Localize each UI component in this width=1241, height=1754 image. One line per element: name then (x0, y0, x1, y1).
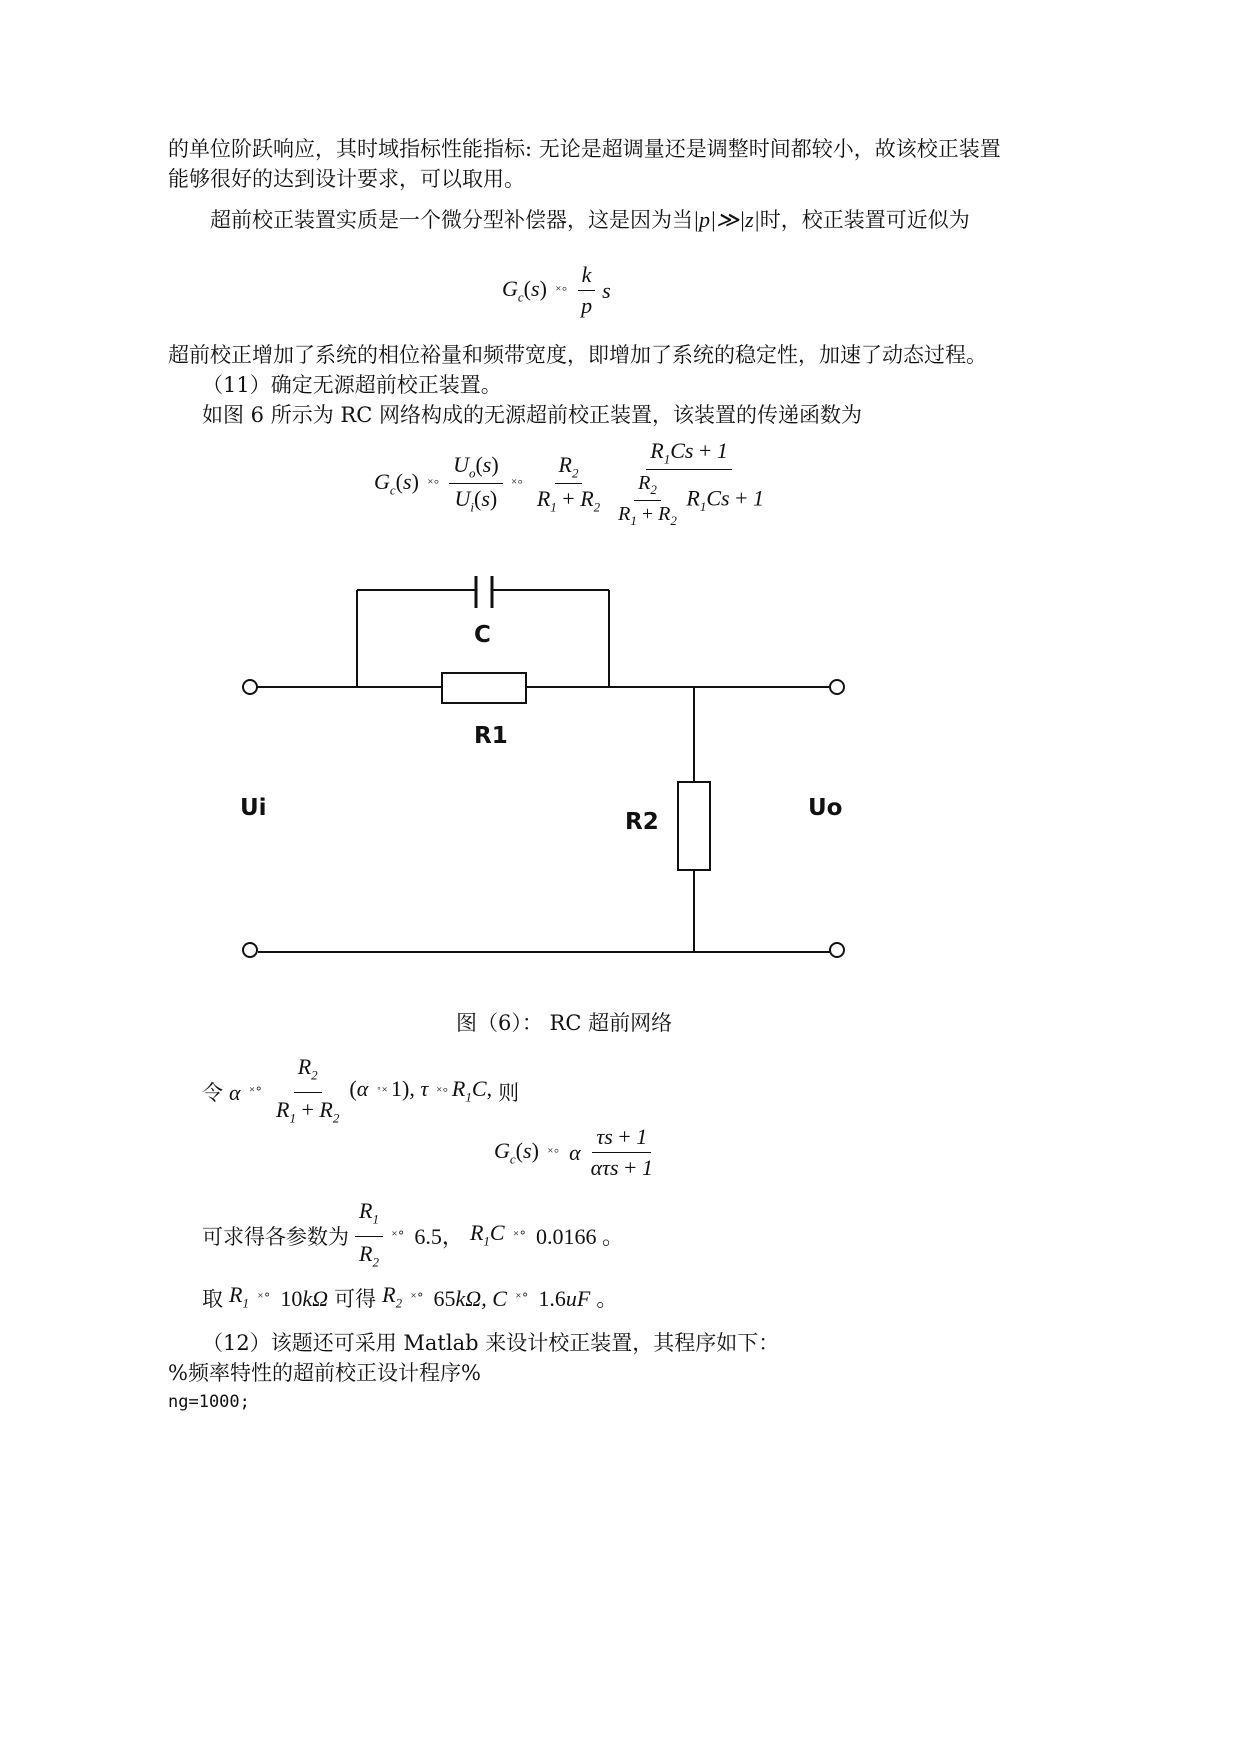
r1-resistor (442, 673, 526, 703)
text: 。 (596, 1287, 618, 1312)
input-terminal-bottom (243, 943, 257, 957)
equation-alpha-form: $G_c(s)$ ˟° α $\frac{\tau s + 1}{\text{ατs + 1}}$ (494, 1124, 654, 1180)
input-terminal-top (243, 680, 257, 694)
r2-resistor (678, 782, 710, 870)
text: 则 (498, 1080, 520, 1105)
text: 可得 (334, 1287, 377, 1312)
equation-tail: s (602, 277, 611, 303)
numerator: k (578, 262, 596, 291)
text: 超前校正装置实质是一个微分型补偿器，这是因为当 (210, 208, 693, 232)
paragraph: 如图 6 所示为 RC 网络构成的无源超前校正装置，该装置的传递函数为 (202, 403, 862, 427)
paragraph-line: 的单位阶跃响应，其时域指标性能指标: 无论是超调量还是调整时间都较小，故该校正装置 (168, 137, 1001, 161)
text: 令 (202, 1080, 223, 1105)
denominator: p (581, 293, 593, 318)
equation-op: ˟° (555, 282, 569, 298)
paragraph-approx (210, 205, 970, 235)
parameters-line: 可求得各参数为 $\frac{R_1}{R_2}$ ˟° 6.5， $R_1C$ ˟° 0.0166 。 (202, 1198, 625, 1270)
paragraph-line: 能够很好的达到设计要求，可以取用。 (168, 167, 525, 191)
output-terminal-top (830, 680, 844, 694)
output-terminal-bottom (830, 943, 844, 957)
label-r1: R1 (474, 723, 508, 749)
equation-transfer-function: $G_c(s)$ ˟° $\frac{U_o(s)}{U_i(s)}$ ˟° $\frac{R_2}{R_1 + R_2}$ $R_1Cs + 1$ $\frac{R_2}{R_1 + R_2}$ $R_1Cs + 1$ (374, 438, 765, 529)
text: 取 (202, 1287, 223, 1312)
component-values-line: 取 $R_1$ ˟° 10kΩ 可得 $R_2$ ˟° 65kΩ, C ˟° 1.6uF 。 (202, 1280, 617, 1318)
label-c: C (474, 622, 491, 648)
definition-line: 令 α ˟° $\frac{R_2}{R_1 + R_2}$ (α ˚˟ 1), τ ˟° $R_1C$, 则 (202, 1054, 520, 1126)
text: 时，校正装置可近似为 (759, 208, 970, 232)
equation-approx: $G_c(s)$ ˟° $\frac{k}{p}$ s (502, 262, 611, 318)
value: 6.5， (414, 1223, 464, 1249)
code-line: ng=1000; (168, 1392, 250, 1412)
step-heading: （12）该题还可采用 Matlab 来设计校正装置，其程序如下： (202, 1331, 780, 1355)
label-r2: R2 (625, 809, 659, 835)
paragraph: 超前校正增加了系统的相位裕量和频带宽度，即增加了系统的稳定性，加速了动态过程。 (168, 343, 987, 367)
code-comment: %频率特性的超前校正设计程序% (168, 1361, 481, 1385)
value: 0.0166 。 (536, 1223, 625, 1249)
label-uo: Uo (808, 795, 843, 821)
step-heading: （11）确定无源超前校正装置。 (202, 373, 502, 397)
rc-lead-network-diagram (0, 560, 1241, 980)
text: 可求得各参数为 (202, 1224, 349, 1249)
figure-caption: 图（6）： RC 超前网络 (456, 1011, 673, 1035)
abs-condition: |p|≫|z| (693, 207, 760, 232)
label-ui: Ui (240, 795, 267, 821)
